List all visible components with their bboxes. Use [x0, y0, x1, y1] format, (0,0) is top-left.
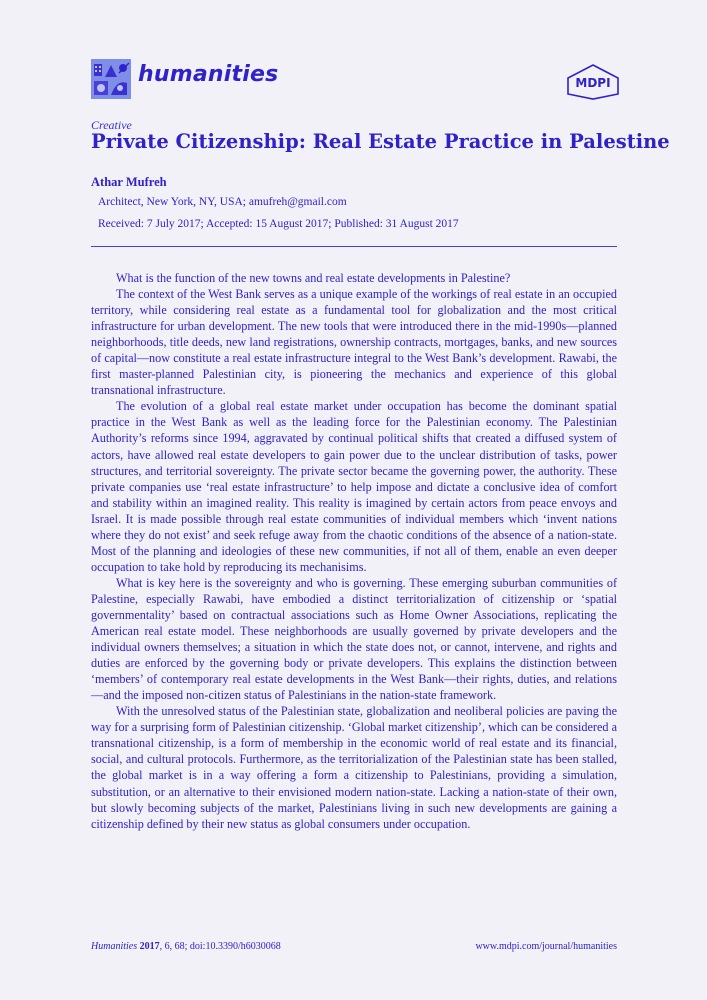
footer-doi: , 6, 68; doi:10.3390/h6030068 — [159, 941, 281, 952]
body-paragraph: What is the function of the new towns and real estate developments in Palestine? — [116, 271, 511, 285]
footer-url[interactable]: www.mdpi.com/journal/humanities — [475, 941, 617, 952]
body-paragraph: The evolution of a global real estate market under occupation has become the dominant spatial practice in the West Bank as well as the leading force for the Palestinian economy. The Palestinian Authority’s reforms since 1994, aggravated by continual political shifts that created a diffused system of actors, have allowed real estate developers to gain power due to the unclear distribution of tasks, power structures, and territorial sovereignty. The private sector became the governing power, the authority. These private companies use ‘real estate infrastructure’ to help impose and dictate a conclusive idea of comfort and stability within an imagined reality. This reality is imagined by certain actors from peace envoys and Israel. It is made possible through real estate communities of individual members which ‘invent nations where they do not exist’ and seek refuge away from the chaotic conditions of the absence of a nation-state. Most of the planning and ideologies of these new communities, if not all of them, enable an even deeper occupation to take hold by reproducing its mechanisims. — [91, 399, 617, 574]
footer-journal: Humanities — [91, 941, 138, 952]
mdpi-logo-icon — [566, 64, 620, 100]
footer-citation — [91, 941, 281, 952]
article-title: Private Citizenship: Real Estate Practice in Palestine — [91, 130, 670, 153]
author-name: Athar Mufreh — [91, 175, 167, 189]
publication-dates: Received: 7 July 2017; Accepted: 15 August 2017; Published: 31 August 2017 — [98, 218, 459, 230]
journal-name: humanities — [138, 62, 279, 87]
header-divider — [91, 246, 617, 247]
journal-logo-icon — [91, 59, 131, 99]
body-paragraph: With the unresolved status of the Palestinian state, globalization and neoliberal policies are paving the way for a surprising form of Palestinian citizenship. ‘Global market citizenship’, which can be considered a transnational citizenship, is a form of membership in the economic world of real estate and its financial, social, and cultural protocols. Furthermore, as the territorialization of the Palestinian state has been stalled, the global market is in a way offering a form a citizenship to Palestinians, providing a simulation, substitution, or an alternative to their envisioned modern nation-state. Lacking a nation-state of their own, but slowly becoming subjects of the market, Palestinians living in such new developments are gaining a citizenship defined by their new status as global consumers under occupation. — [91, 704, 617, 831]
article-type: Creative — [91, 118, 132, 132]
body-paragraph: The context of the West Bank serves as a unique example of the workings of real estate in an occupied territory, while considering real estate as a fundamental tool for globalization and the most critical infrastructure for urban development. The new tools that were introduced there in the mid-1990s—planned neighborhoods, title deeds, new land registrations, ownership contracts, mortgages, banks, and new sources of capital—now constitute a real estate infrastructure integral to the West Bank’s development. Rawabi, the first master-planned Palestinian city, is pioneering the mechanics and experience of this global transnational infrastructure. — [91, 287, 617, 398]
author-affiliation: Architect, New York, NY, USA; amufreh@gmail.com — [98, 196, 347, 208]
footer-year: 2017 — [139, 941, 160, 952]
body-paragraph: What is key here is the sovereignty and who is governing. These emerging suburban communities of Palestine, especially Rawabi, have embodied a distinct territorialization of citizenship or ‘spatial governmentality’ based on contractual associations such as Home Owner Associations, replicating the American real estate model. These neighborhoods are usually governed by private developers and the individual owners themselves; a situation in which the state does not, or cannot, intervene, and rights and duties are enforced by the governing body or private developers. This explains the distinction between ‘members’ of contemporary real estate developments in the West Bank—their rights, duties, and relations—and the imposed non-citizen status of Palestinians in the nation-state framework. — [91, 575, 617, 703]
article-body — [91, 270, 617, 832]
publisher-logo-text: MDPI — [575, 76, 611, 90]
